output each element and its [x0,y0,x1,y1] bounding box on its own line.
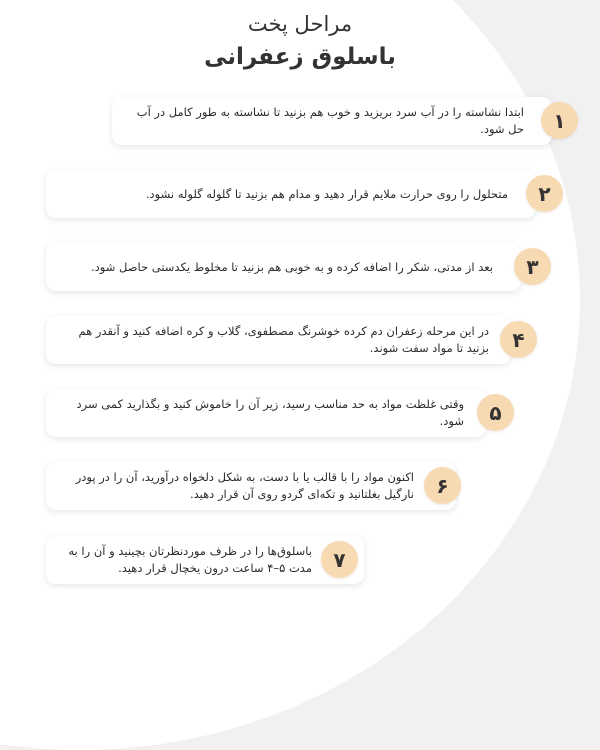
step-number-badge: ۵ [477,394,514,431]
step-card-1 [112,97,566,145]
step-text: وقتی غلظت مواد به حد مناسب رسید، زیر آن را خاموش کنید و بگذارید کمی سرد شود. [76,397,464,428]
step-card-7 [46,536,364,584]
step-text: در این مرحله زعفران دم کرده خوشرنگ مصطفوی، گلاب و کره اضافه کنید و آنقدر هم بزنید تا مواد سفت شوند. [78,324,489,355]
step-number-badge: ۶ [424,467,461,504]
step-number-badge: ۲ [526,175,563,212]
title-line-2: باسلوق زعفرانی [204,44,396,70]
step-text: ابتدا نشاسته را در آب سرد بریزید و خوب هم بزنید تا نشاسته به طور کامل در آب حل شود. [136,105,524,136]
step-text: باسلوق‌ها را در ظرف موردنظرتان بچینید و آن را به مدت ۵–۴ ساعت درون یخچال قرار دهید. [68,544,312,575]
step-number-badge: ۷ [321,541,358,578]
step-number-badge: ۱ [541,102,578,139]
step-card-5 [46,389,502,437]
page-title [0,8,600,74]
step-text: متحلول را روی حرارت ملایم قرار دهید و مدام هم بزنید تا گلوله گلوله نشود. [145,186,508,201]
step-number-badge: ۳ [514,248,551,285]
step-card-6 [46,462,456,510]
step-number-badge: ۴ [500,321,537,358]
step-text: اکنون مواد را با قالب یا با دست، به شکل دلخواه درآورید، آن را در پودر نارگیل بغلتانید و تکه‌ای گردو روی آن قرار دهید. [75,470,414,501]
step-text: بعد از مدتی، شکر را اضافه کرده و به خوبی هم بزنید تا مخلوط یکدستی حاصل شود. [90,259,493,274]
step-card-3 [46,243,539,291]
title-line-1: مراحل پخت [247,12,353,36]
step-card-4 [46,316,525,364]
step-card-2 [46,170,551,218]
